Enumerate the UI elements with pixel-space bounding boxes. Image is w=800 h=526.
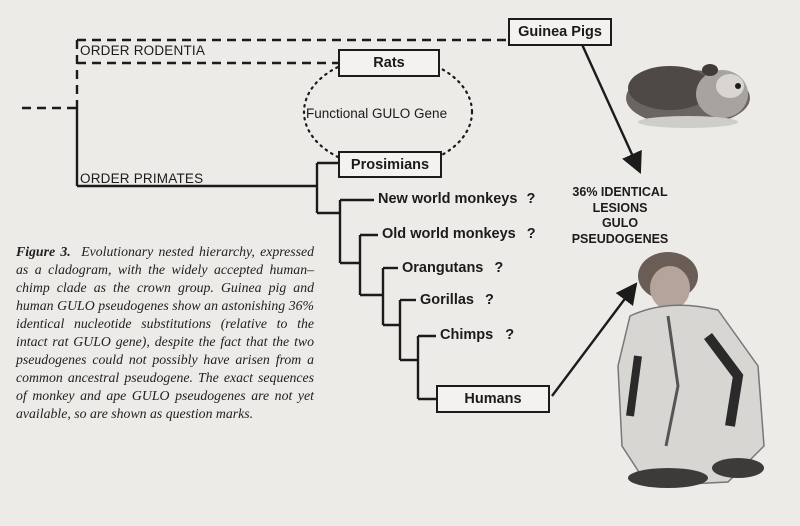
humans-box bbox=[436, 385, 550, 413]
order-rodentia-label: ORDER RODENTIA bbox=[80, 43, 206, 58]
lesions-line-1: 36% IDENTICAL bbox=[572, 185, 668, 199]
prosimians-label: Prosimians bbox=[350, 156, 430, 173]
figure-label: Figure 3. bbox=[16, 244, 71, 259]
chimps-text: Chimps bbox=[440, 327, 494, 343]
humans-label: Humans bbox=[464, 391, 522, 407]
new-world-monkeys-question: ? bbox=[526, 191, 536, 207]
lesions-line-3: GULO bbox=[601, 216, 639, 230]
figure-caption bbox=[16, 243, 314, 423]
chimps-question: ? bbox=[505, 327, 515, 343]
guinea-pigs-box bbox=[508, 18, 612, 46]
lesions-line-4: PSEUDOGENES bbox=[571, 231, 669, 246]
new-world-monkeys-text: New world monkeys bbox=[378, 191, 518, 207]
old-world-monkeys-label bbox=[382, 227, 536, 242]
gorillas-question: ? bbox=[485, 292, 494, 308]
identical-lesions-note bbox=[555, 185, 685, 247]
lesions-line-2: LESIONS bbox=[592, 200, 648, 215]
gorillas-label bbox=[420, 293, 494, 308]
rats-label: Rats bbox=[373, 55, 405, 71]
chimps-label bbox=[440, 328, 514, 343]
guinea-pig-photo bbox=[618, 52, 754, 130]
prosimians-box bbox=[338, 151, 442, 178]
functional-gulo-gene-label: Functional GULO Gene bbox=[306, 106, 448, 121]
guinea-pigs-label: Guinea Pigs bbox=[518, 24, 602, 40]
old-world-monkeys-question: ? bbox=[526, 226, 536, 242]
new-world-monkeys-label bbox=[378, 192, 535, 207]
old-world-monkeys-text: Old world monkeys bbox=[382, 226, 516, 242]
orangutans-label bbox=[402, 261, 503, 276]
gorillas-text: Gorillas bbox=[420, 292, 474, 308]
orangutans-question: ? bbox=[494, 260, 504, 276]
human-photo bbox=[608, 246, 784, 494]
figure-caption-text: Evolutionary nested hierarchy, expressed as a cladogram, with the widely accepted human–chimp clade as the crown group. Guinea pig and human GULO pseudogenes show an astonishing 36% identical nucleotide substitutions (relative to the intact rat GULO gene), despite the fact that the two pseudogenes could not possibly have arisen from a common ancestral pseudogene. The exact sequences of monkey and ape GULO pseudogenes are not yet available, so are shown as question marks. bbox=[16, 244, 314, 421]
rats-box bbox=[338, 49, 440, 77]
order-primates-label: ORDER PRIMATES bbox=[80, 171, 204, 186]
orangutans-text: Orangutans bbox=[402, 260, 484, 276]
